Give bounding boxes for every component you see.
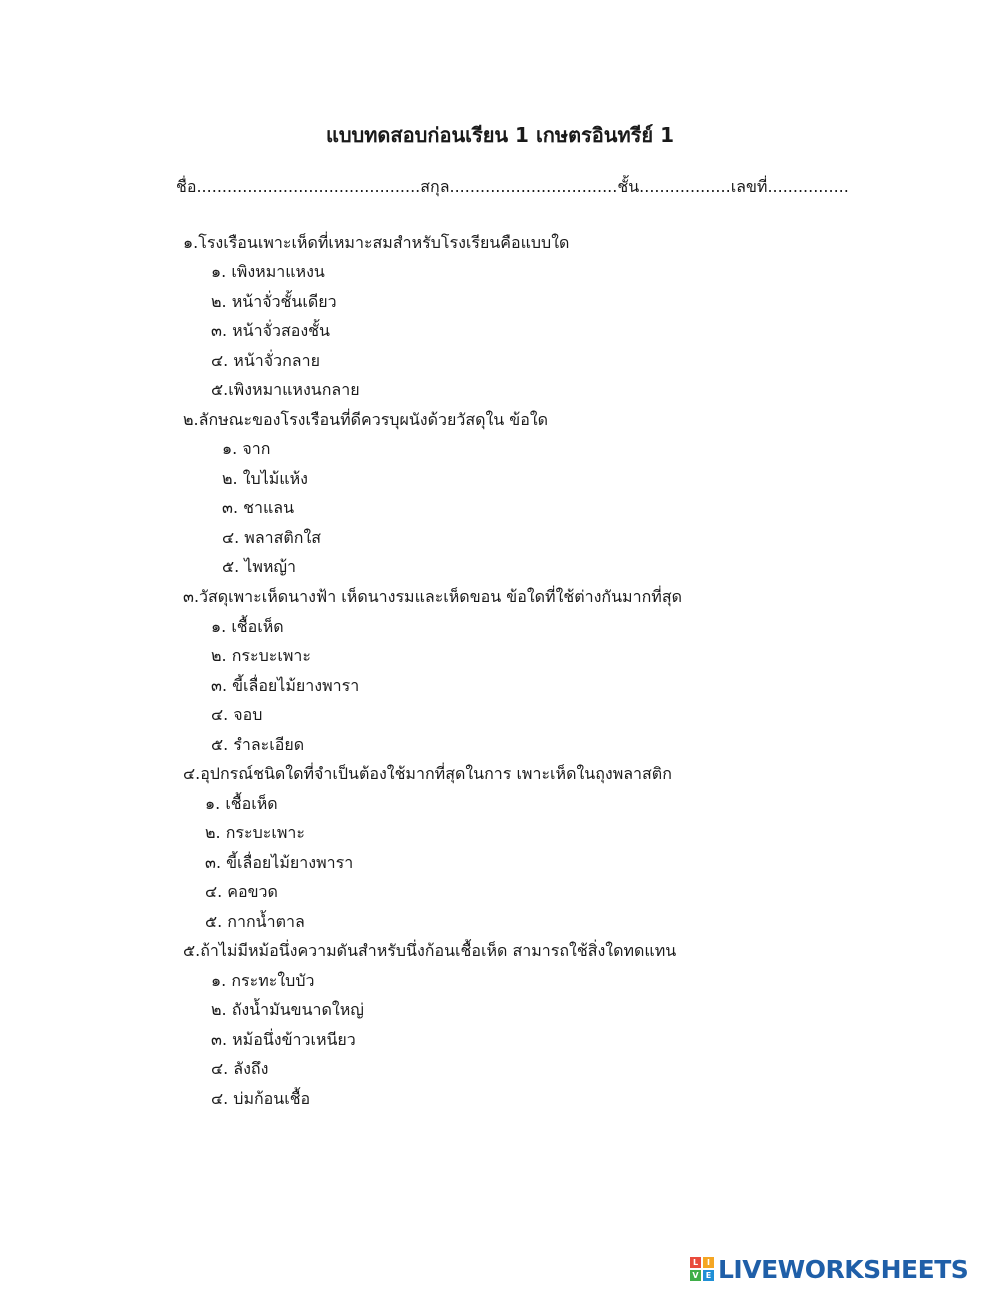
question-2-option-1: ๑. จาก bbox=[222, 439, 271, 458]
question-4-option-3: ๓. ขี้เลื่อยไม้ยางพารา bbox=[205, 853, 354, 872]
question-2-text: ๒.ลักษณะของโรงเรือนที่ดีควรบุผนังด้วยวัสดุใน ข้อใด bbox=[183, 410, 549, 429]
question-3-option-3: ๓. ขี้เลื่อยไม้ยางพารา bbox=[211, 676, 360, 695]
worksheet-title: แบบทดสอบก่อนเรียน 1 เกษตรอินทรีย์ 1 bbox=[325, 123, 675, 147]
question-4-option-4: ๔. คอขวด bbox=[205, 882, 278, 901]
question-4-text: ๔.อุปกรณ์ชนิดใดที่จำเป็นต้องใช้มากที่สุดในการ เพาะเห็ดในถุงพลาสติก bbox=[183, 764, 672, 783]
question-2-option-5: ๕. ไพหญ้า bbox=[222, 557, 297, 576]
liveworksheets-wordmark: LIVEWORKSHEETS bbox=[718, 1254, 969, 1284]
question-4-option-5: ๕. กากน้ำตาล bbox=[205, 912, 305, 931]
liveworksheets-mark-icon bbox=[690, 1257, 714, 1281]
logo-mark-i: I bbox=[703, 1257, 714, 1268]
question-3-option-1: ๑. เชื้อเห็ด bbox=[211, 617, 284, 636]
question-1-option-3: ๓. หน้าจั่วสองชั้น bbox=[211, 321, 330, 340]
question-5-text: ๕.ถ้าไม่มีหม้อนึ่งความดันสำหรับนึ่งก้อนเชื้อเห็ด สามารถใช้สิ่งใดทดแทน bbox=[183, 941, 677, 960]
question-4-option-1: ๑. เชื้อเห็ด bbox=[205, 794, 278, 813]
question-5-option-4: ๔. ลังถึง bbox=[211, 1059, 269, 1078]
question-1-option-5: ๕.เพิงหมาแหงนกลาย bbox=[211, 380, 360, 399]
logo-mark-e: E bbox=[703, 1270, 714, 1281]
logo-mark-l: L bbox=[690, 1257, 701, 1268]
question-1-option-4: ๔. หน้าจั่วกลาย bbox=[211, 351, 320, 370]
question-5-option-3: ๓. หม้อนึ่งข้าวเหนียว bbox=[211, 1030, 356, 1049]
question-3-option-5: ๕. รำละเอียด bbox=[211, 735, 305, 754]
question-2-option-2: ๒. ใบไม้แห้ง bbox=[222, 469, 308, 488]
question-3-text: ๓.วัสดุเพาะเห็ดนางฟ้า เห็ดนางรมและเห็ดขอน ข้อใดที่ใช้ต่างกันมากที่สุด bbox=[183, 587, 682, 606]
question-5-option-2: ๒. ถังน้ำมันขนาดใหญ่ bbox=[211, 1000, 364, 1019]
question-1-text: ๑.โรงเรือนเพาะเห็ดที่เหมาะสมสำหรับโรงเรียนคือแบบใด bbox=[183, 233, 570, 252]
question-4-option-2: ๒. กระบะเพาะ bbox=[205, 823, 305, 842]
question-2-option-3: ๓. ชาแลน bbox=[222, 498, 295, 517]
question-5-option-1: ๑. กระทะใบบัว bbox=[211, 971, 315, 990]
question-5-option-5: ๔. บ่มก้อนเชื้อ bbox=[211, 1089, 311, 1108]
question-1-option-2: ๒. หน้าจั่วชั้นเดียว bbox=[211, 292, 337, 311]
question-1-option-1: ๑. เพิงหมาแหงน bbox=[211, 262, 325, 281]
student-info-line: ชื่อ............................................สกุล.................................ชั้น..................เลขที่................ bbox=[176, 177, 849, 196]
question-2-option-4: ๔. พลาสติกใส bbox=[222, 528, 322, 547]
question-3-option-4: ๔. จอบ bbox=[211, 705, 263, 724]
logo-mark-v: V bbox=[690, 1270, 701, 1281]
question-3-option-2: ๒. กระบะเพาะ bbox=[211, 646, 311, 665]
liveworksheets-logo[interactable] bbox=[690, 1251, 968, 1287]
